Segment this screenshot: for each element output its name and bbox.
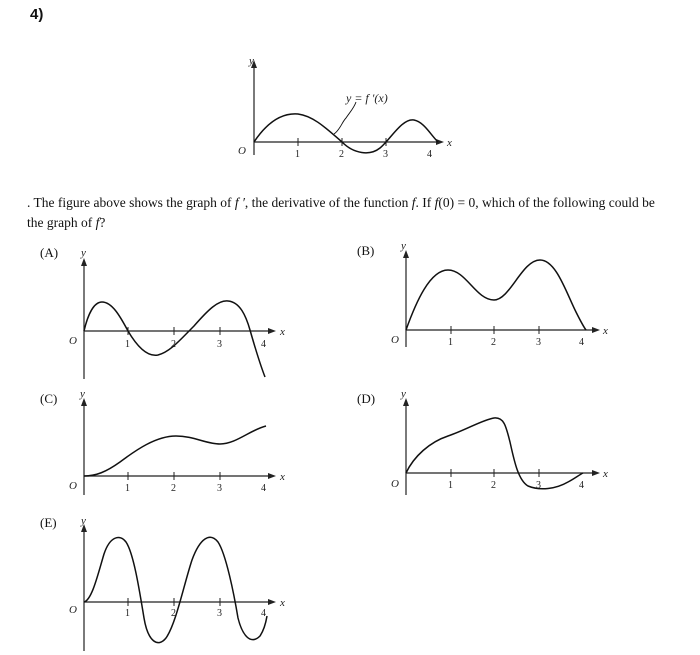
origin-label: O — [391, 478, 399, 490]
math-f-prime: f ′ — [234, 195, 245, 210]
y-axis-label: y — [249, 55, 254, 67]
option-b-graph[interactable] — [386, 242, 616, 352]
option-e-label[interactable]: (E) — [40, 515, 57, 530]
math-f0: f — [434, 195, 439, 210]
origin-label: O — [69, 604, 77, 616]
tick-label-4: 4 — [579, 337, 584, 348]
option-e-graph[interactable] — [64, 514, 294, 654]
math-f2: f — [95, 215, 100, 230]
tick-label-3: 3 — [217, 339, 222, 350]
tick-label-2: 2 — [339, 149, 344, 160]
y-axis-label: y — [80, 388, 85, 400]
curve-label: y = f ′(x) — [346, 91, 388, 105]
x-axis-arrow — [592, 470, 600, 476]
tick-label-1: 1 — [125, 608, 130, 619]
x-axis-arrow — [268, 328, 276, 334]
option-c-graph[interactable] — [64, 390, 294, 500]
tick-label-3: 3 — [217, 483, 222, 494]
option-d-label[interactable]: (D) — [357, 391, 376, 406]
x-axis-arrow — [592, 327, 600, 333]
y-axis-arrow — [81, 258, 87, 266]
tick-label-1: 1 — [125, 483, 130, 494]
option-a-graph[interactable] — [64, 244, 294, 384]
x-axis-arrow — [268, 473, 276, 479]
x-axis-label: x — [280, 326, 285, 338]
tick-label-1: 1 — [125, 339, 130, 350]
tick-label-3: 3 — [536, 480, 541, 491]
origin-label: O — [238, 145, 246, 157]
x-axis-arrow — [268, 599, 276, 605]
x-axis-label: x — [447, 137, 452, 149]
tick-label-1: 1 — [448, 337, 453, 348]
y-axis-label: y — [401, 240, 406, 252]
tick-label-1: 1 — [448, 480, 453, 491]
option-c-curve — [84, 426, 266, 476]
x-axis-label: x — [603, 325, 608, 337]
tick-label-2: 2 — [491, 480, 496, 491]
curve-label-pointer — [334, 102, 356, 134]
tick-label-4: 4 — [427, 149, 432, 160]
question-middle1: , the derivative of the function — [244, 195, 412, 210]
tick-label-4: 4 — [579, 480, 584, 491]
tick-label-3: 3 — [383, 149, 388, 160]
question-suffix: ? — [99, 215, 106, 230]
option-c-label[interactable]: (C) — [40, 391, 58, 406]
tick-label-4: 4 — [261, 483, 266, 494]
tick-label-4: 4 — [261, 339, 266, 350]
origin-label: O — [391, 334, 399, 346]
question-condition: (0) = 0, which of the following could be the graph of — [27, 195, 655, 230]
y-axis-label: y — [81, 515, 86, 527]
question-middle2: . If — [415, 195, 435, 210]
option-b-label[interactable]: (B) — [357, 243, 375, 258]
question-prefix: . The figure above shows the graph of — [27, 195, 235, 210]
origin-label: O — [69, 480, 77, 492]
option-d-curve — [406, 418, 583, 489]
math-f: f — [411, 195, 416, 210]
y-axis-label: y — [401, 388, 406, 400]
tick-label-3: 3 — [536, 337, 541, 348]
origin-label: O — [69, 335, 77, 347]
derivative-curve — [254, 114, 438, 153]
option-b-curve — [406, 260, 586, 330]
option-a-label[interactable]: (A) — [40, 245, 59, 260]
question-text — [27, 193, 667, 233]
y-axis-label: y — [81, 247, 86, 259]
question-number: 4) — [30, 6, 44, 23]
tick-label-2: 2 — [491, 337, 496, 348]
tick-label-2: 2 — [171, 483, 176, 494]
x-axis-label: x — [603, 468, 608, 480]
option-d-graph[interactable] — [386, 390, 616, 500]
x-axis-label: x — [280, 597, 285, 609]
tick-label-1: 1 — [295, 149, 300, 160]
tick-label-2: 2 — [171, 608, 176, 619]
x-axis-label: x — [280, 471, 285, 483]
derivative-graph — [230, 50, 460, 165]
tick-label-2: 2 — [171, 339, 176, 350]
tick-label-4: 4 — [261, 608, 266, 619]
option-e-curve — [84, 537, 267, 642]
tick-label-3: 3 — [217, 608, 222, 619]
